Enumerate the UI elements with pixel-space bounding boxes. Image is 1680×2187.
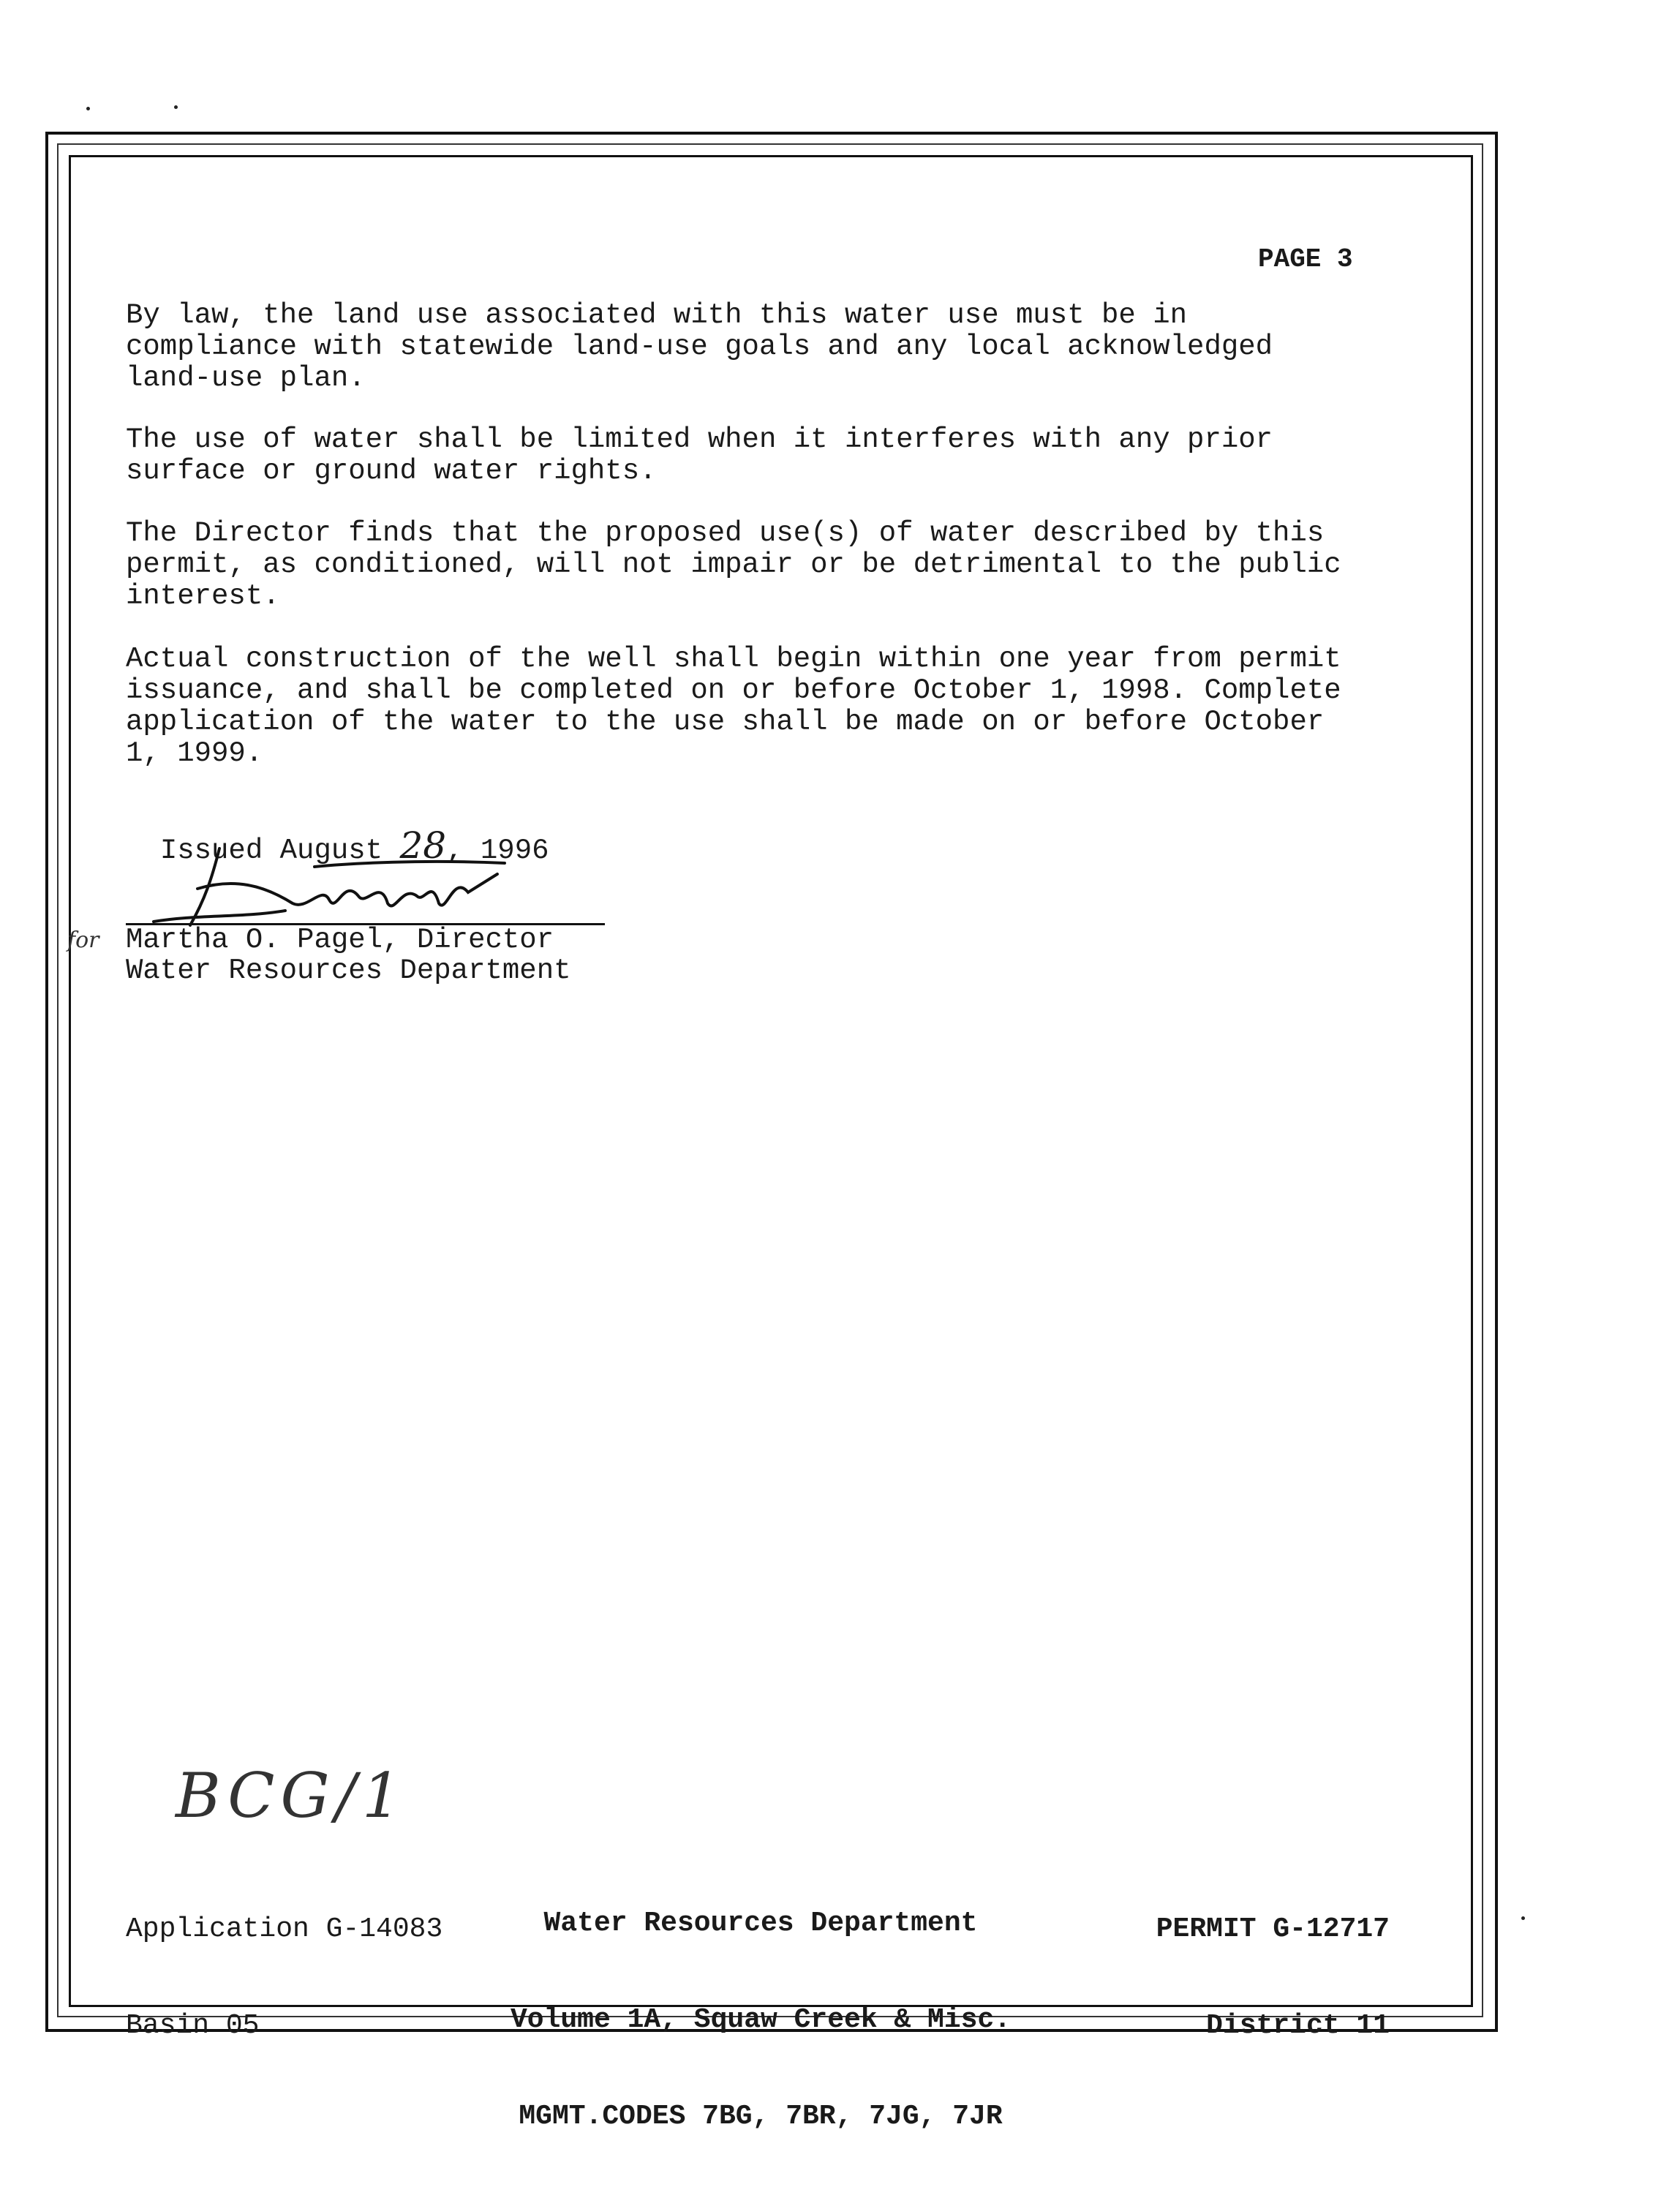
text-line: interest. (126, 580, 280, 612)
for-mark: for (67, 927, 99, 953)
text-line: issuance, and shall be completed on or before October 1, 1998. Complete (126, 674, 1341, 707)
paragraph-water-limit (126, 424, 1428, 487)
mgmt-codes: MGMT.CODES 7BG, 7BR, 7JG, 7JR (519, 2101, 1003, 2132)
issued-prefix: Issued August (159, 835, 400, 867)
volume-line: Volume 1A, Squaw Creek & Misc. (510, 2004, 1012, 2036)
signatory-name: Martha O. Pagel, Director (126, 924, 554, 956)
paragraph-land-use (126, 300, 1428, 394)
district-number: District 11 (1206, 2010, 1390, 2041)
text-line: permit, as conditioned, will not impair or be detrimental to the public (126, 549, 1341, 581)
text-line: land-use plan. (126, 362, 366, 394)
handwritten-note: BCG/1 (176, 1760, 407, 1832)
scan-speck (1521, 1916, 1525, 1920)
application-number: Application G-14083 (126, 1913, 443, 1945)
signatory-department: Water Resources Department (126, 955, 571, 987)
page-number: PAGE 3 (1258, 244, 1353, 274)
text-line: The use of water shall be limited when it interferes with any prior (126, 424, 1273, 456)
issued-day-handwritten: 28 (399, 824, 447, 867)
paragraph-construction (126, 644, 1428, 769)
footer-application (126, 1849, 442, 2074)
scan-speck (86, 107, 90, 110)
text-line: application of the water to the use shall be made on or before October (126, 706, 1325, 738)
department-name: Water Resources Department (543, 1908, 978, 1939)
text-line: By law, the land use associated with this water use must be in (126, 299, 1188, 331)
text-line: 1, 1999. (126, 737, 263, 769)
footer-department (483, 1843, 1039, 2165)
issued-year: , 1996 (446, 835, 549, 867)
text-line: Actual construction of the well shall begin within one year from permit (126, 643, 1341, 675)
basin-number: Basin 05 (126, 2010, 260, 2041)
paragraph-director-finds (126, 518, 1428, 612)
footer-permit (1126, 1849, 1390, 2074)
text-line: The Director finds that the proposed use(s) of water described by this (126, 517, 1325, 549)
text-line: surface or ground water rights. (126, 455, 657, 487)
scan-speck (174, 105, 178, 109)
permit-number: PERMIT G-12717 (1156, 1913, 1390, 1945)
text-line: compliance with statewide land-use goals and any local acknowledged (126, 331, 1273, 363)
